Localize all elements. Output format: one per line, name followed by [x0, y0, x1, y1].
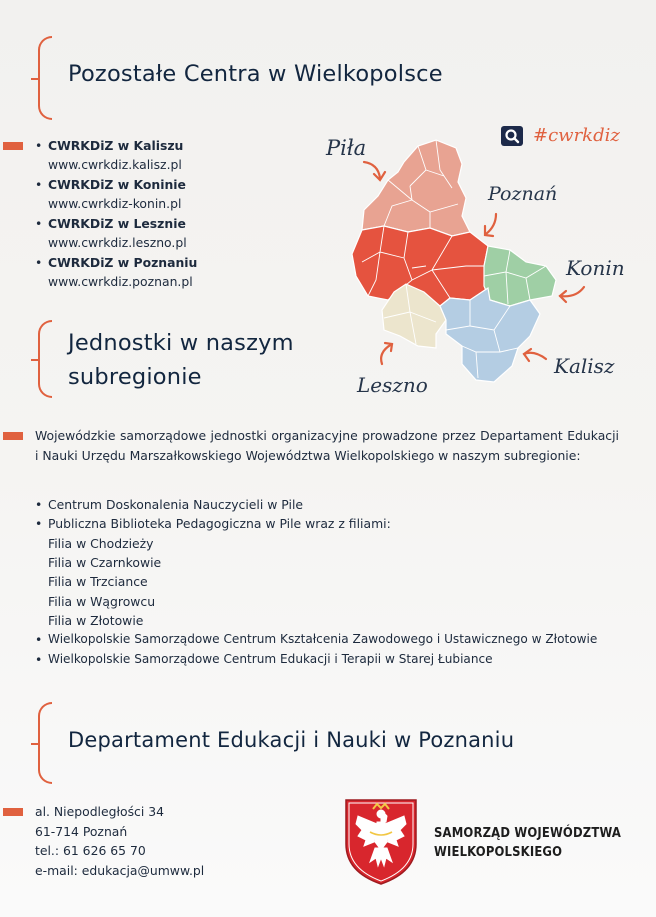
label-kalisz: Kalisz	[554, 354, 615, 378]
list-item: •	[35, 138, 43, 153]
region-kalisz	[440, 288, 540, 382]
region-pila	[362, 140, 470, 236]
branch-item: Filia w Trzciance	[48, 574, 148, 589]
center-url[interactable]: www.cwrkdiz-konin.pl	[48, 196, 182, 211]
list-item: •	[35, 255, 43, 270]
intro-paragraph: Wojewódzkie samorządowe jednostki organizacyjne prowadzone przez Departament Edukacji i Nauki Urzędu Marszałkowskiego Województwa Wielkopolskiego w naszym subregionie:	[35, 428, 619, 463]
arrow-poznan	[486, 214, 496, 234]
label-pila: Piła	[326, 136, 367, 160]
address-email[interactable]: e-mail: edukacja@umww.pl	[35, 863, 205, 878]
list-item: •	[35, 177, 43, 192]
list-item: •	[35, 652, 43, 667]
address-city: 61-714 Poznań	[35, 824, 128, 839]
accent-bar	[3, 808, 23, 816]
branch-item: Filia w Chodzieży	[48, 536, 154, 551]
center-name: CWRKDiZ w Koninie	[48, 177, 186, 192]
center-name: CWRKDiZ w Poznaniu	[48, 255, 198, 270]
section2-title-line2: subregionie	[68, 364, 202, 390]
list-item: •	[35, 632, 43, 647]
list-item-text: Wielkopolskie Samorządowe Centrum Edukacji i Terapii w Starej Łubiance	[48, 652, 493, 666]
list-item: •	[35, 497, 43, 512]
list-item-text: Wielkopolskie Samorządowe Centrum Kształcenia Zawodowego i Ustawicznego w Złotowie	[48, 632, 598, 646]
center-name: CWRKDiZ w Kaliszu	[48, 138, 184, 153]
list-item-text: Publiczna Biblioteka Pedagogiczna w Pile wraz z filiami:	[48, 516, 391, 531]
section1-title: Pozostałe Centra w Wielkopolsce	[68, 61, 443, 87]
list-item: •	[35, 516, 43, 531]
center-name: CWRKDiZ w Lesznie	[48, 216, 186, 231]
logo-text-line1: SAMORZĄD WOJEWÓDZTWA	[434, 825, 622, 841]
list-item: •	[35, 216, 43, 231]
section-brace	[38, 702, 52, 784]
accent-bar	[3, 142, 23, 150]
section3-title: Departament Edukacji i Nauki w Poznaniu	[68, 728, 515, 752]
arrow-leszno	[381, 344, 392, 364]
center-url[interactable]: www.cwrkdiz.leszno.pl	[48, 235, 187, 250]
hashtag: #cwrkdiz	[533, 125, 620, 146]
list-item-text: Centrum Doskonalenia Nauczycieli w Pile	[48, 497, 304, 512]
address-phone[interactable]: tel.: 61 626 65 70	[35, 843, 146, 858]
branch-item: Filia w Złotowie	[48, 613, 144, 628]
logo-text-line2: WIELKOPOLSKIEGO	[434, 844, 563, 860]
center-url[interactable]: www.cwrkdiz.kalisz.pl	[48, 157, 182, 172]
label-leszno: Leszno	[357, 373, 428, 397]
branch-item: Filia w Czarnkowie	[48, 555, 162, 570]
label-konin: Konin	[566, 256, 625, 280]
section-brace	[38, 36, 52, 120]
label-poznan: Poznań	[488, 183, 558, 205]
address-street: al. Niepodległości 34	[35, 804, 165, 819]
arrow-pila	[364, 162, 380, 178]
section-brace	[38, 320, 52, 398]
branch-item: Filia w Wągrowcu	[48, 594, 156, 609]
section2-title-line1: Jednostki w naszym	[68, 330, 294, 356]
coat-of-arms-logo	[344, 798, 418, 886]
accent-bar	[3, 432, 23, 440]
center-url[interactable]: www.cwrkdiz.poznan.pl	[48, 274, 193, 289]
